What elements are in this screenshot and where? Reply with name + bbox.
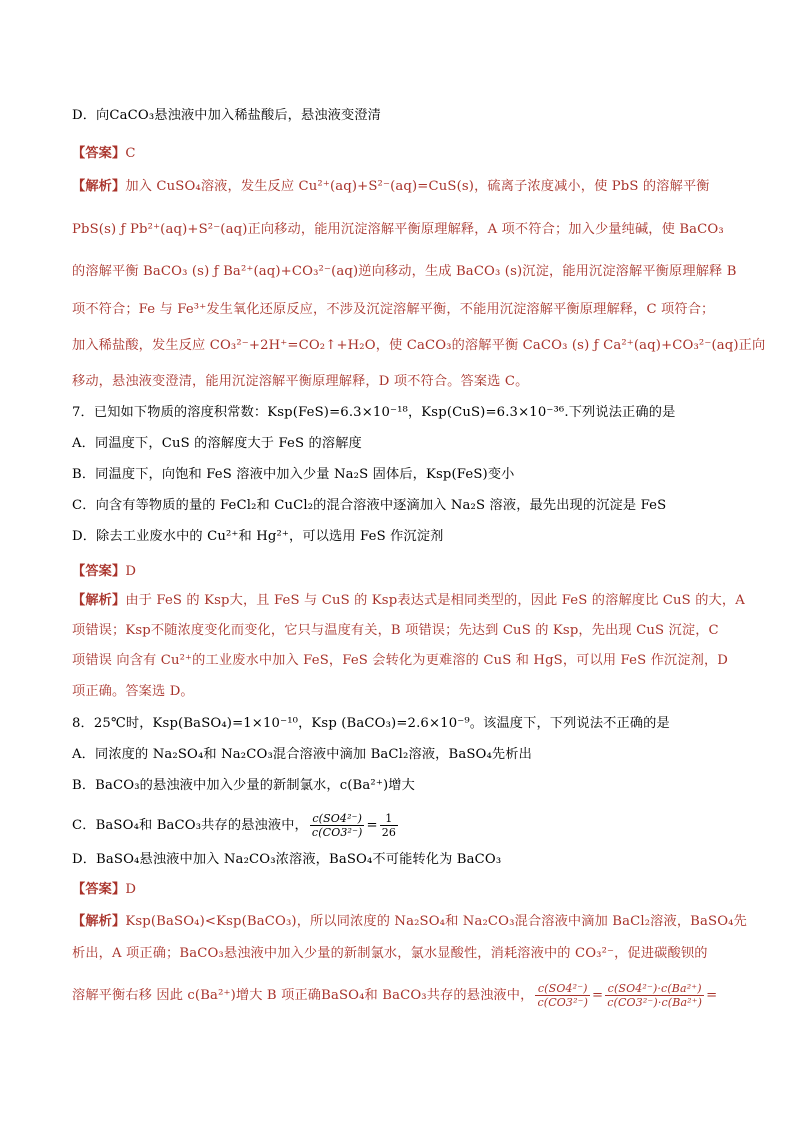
ratio-denominator: c(CO3²⁻) (537, 996, 589, 1009)
q8-option-c (72, 812, 732, 839)
q7-option-b: B．同温度下，向饱和 FeS 溶液中加入少量 Na₂S 固体后，Ksp(FeS)变小 (72, 467, 515, 482)
analysis-text: 由于 FeS 的 Ksp大，且 FeS 与 CuS 的 Ksp表达式是相同类型的，因此 FeS 的溶解度比 CuS 的大，A (125, 593, 745, 608)
q8-option-a: A．同浓度的 Na₂SO₄和 Na₂CO₃混合溶液中滴加 BaCl₂溶液，BaSO₄先析出 (72, 747, 532, 762)
q6-answer (72, 144, 732, 164)
q6-analysis-line-6: 移动，悬浊液变澄清，能用沉淀溶解平衡原理解释，D 项不符合。答案选 C。 (72, 374, 529, 389)
q7-answer (72, 562, 732, 582)
q6-analysis-line-2: PbS(s) ƒ Pb²⁺(aq)+S²⁻(aq)正向移动，能用沉淀溶解平衡原理解释，A 项不符合；加入少量纯碱，使 BaCO₃ (72, 222, 724, 237)
value-denominator: 26 (381, 826, 396, 839)
answer-value: C (125, 146, 136, 161)
equals-sign: = (366, 818, 378, 833)
q6-analysis-line-5: 加入稀盐酸，发生反应 CO₃²⁻+2H⁺=CO₂↑+H₂O，使 CaCO₃的溶解平衡 CaCO₃ (s) ƒ Ca²⁺(aq)+CO₃²⁻(aq)正向 (72, 338, 766, 353)
ratio-numerator: c(SO4²⁻) (535, 982, 590, 996)
expanded-ratio (605, 982, 704, 1009)
ratio-denominator: c(CO3²⁻)·c(Ba²⁺) (607, 996, 703, 1009)
q8-analysis-line-3 (72, 982, 732, 1009)
ratio-value (380, 812, 398, 839)
answer-label: 【答案】 (72, 146, 126, 161)
concentration-ratio (310, 812, 365, 839)
equals-sign: = (706, 988, 718, 1003)
q8-analysis-line-2: 析出，A 项正确；BaCO₃悬浊液中加入少量的新制氯水，氯水显酸性，消耗溶液中的 CO₃²⁻，促进碳酸钡的 (72, 946, 708, 961)
q8-stem: 8．25℃时，Ksp(BaSO₄)=1×10⁻¹⁰，Ksp (BaCO₃)=2.6×10⁻⁹。该温度下，下列说法不正确的是 (72, 716, 670, 731)
analysis-text: Ksp(BaSO₄)<Ksp(BaCO₃)，所以同浓度的 Na₂SO₄和 Na₂CO₃混合溶液中滴加 BaCl₂溶液，BaSO₄先 (125, 914, 747, 929)
analysis-label: 【解析】 (72, 914, 126, 929)
value-numerator: 1 (380, 812, 398, 826)
answer-value: D (125, 564, 137, 579)
answer-label: 【答案】 (72, 564, 126, 579)
answer-label: 【答案】 (72, 882, 126, 897)
q7-analysis-line-3: 项错误 向含有 Cu²⁺的工业废水中加入 FeS，FeS 会转化为更难溶的 CuS 和 HgS，可以用 FeS 作沉淀剂，D (72, 653, 729, 668)
q8-option-b: B．BaCO₃的悬浊液中加入少量的新制氯水，c(Ba²⁺)增大 (72, 778, 415, 793)
q7-analysis-line-4: 项正确。答案选 D。 (72, 684, 194, 699)
analysis-label: 【解析】 (72, 593, 126, 608)
ratio-denominator: c(CO3²⁻) (311, 826, 363, 839)
q6-analysis-line-1 (72, 177, 732, 197)
q6-analysis-line-4: 项不符合；Fe 与 Fe³⁺发生氧化还原反应，不涉及沉淀溶解平衡，不能用沉淀溶解平衡原理解释，C 项符合； (72, 302, 715, 317)
ratio-numerator: c(SO4²⁻)·c(Ba²⁺) (605, 982, 704, 996)
q7-option-a: A．同温度下，CuS 的溶解度大于 FeS 的溶解度 (72, 436, 362, 451)
option-c-text: C．BaSO₄和 BaCO₃共存的悬浊液中， (72, 818, 308, 833)
q7-option-d: D．除去工业废水中的 Cu²⁺和 Hg²⁺，可以选用 FeS 作沉淀剂 (72, 529, 444, 544)
q8-option-d: D．BaSO₄悬浊液中加入 Na₂CO₃浓溶液，BaSO₄不可能转化为 BaCO₃ (72, 852, 502, 867)
concentration-ratio (535, 982, 590, 1009)
q8-analysis-line-1 (72, 912, 747, 932)
analysis-label: 【解析】 (72, 179, 126, 194)
ratio-numerator: c(SO4²⁻) (310, 812, 365, 826)
equals-sign: = (592, 988, 604, 1003)
analysis-text: 加入 CuSO₄溶液，发生反应 Cu²⁺(aq)+S²⁻(aq)=CuS(s)，硫离子浓度减小，使 PbS 的溶解平衡 (125, 179, 710, 194)
q7-option-c: C．向含有等物质的量的 FeCl₂和 CuCl₂的混合溶液中逐滴加入 Na₂S 溶液，最先出现的沉淀是 FeS (72, 498, 667, 513)
analysis-text: 溶解平衡右移 因此 c(Ba²⁺)增大 B 项正确BaSO₄和 BaCO₃共存的悬浊液中， (72, 988, 534, 1003)
q7-analysis-line-2: 项错误；Ksp不随浓度变化而变化，它只与温度有关，B 项错误；先达到 CuS 的 Ksp，先出现 CuS 沉淀，C (72, 623, 719, 638)
q6-option-d: D．向CaCO₃悬浊液中加入稀盐酸后，悬浊液变澄清 (72, 108, 382, 123)
answer-value: D (125, 882, 137, 897)
q7-stem: 7．已知如下物质的溶度积常数：Ksp(FeS)=6.3×10⁻¹⁸，Ksp(CuS)=6.3×10⁻³⁶.下列说法正确的是 (72, 405, 676, 420)
q6-analysis-line-3: 的溶解平衡 BaCO₃ (s) ƒ Ba²⁺(aq)+CO₃²⁻(aq)逆向移动，生成 BaCO₃ (s)沉淀，能用沉淀溶解平衡原理解释 B (72, 264, 737, 279)
q8-answer (72, 880, 732, 900)
q7-analysis-line-1 (72, 591, 745, 611)
